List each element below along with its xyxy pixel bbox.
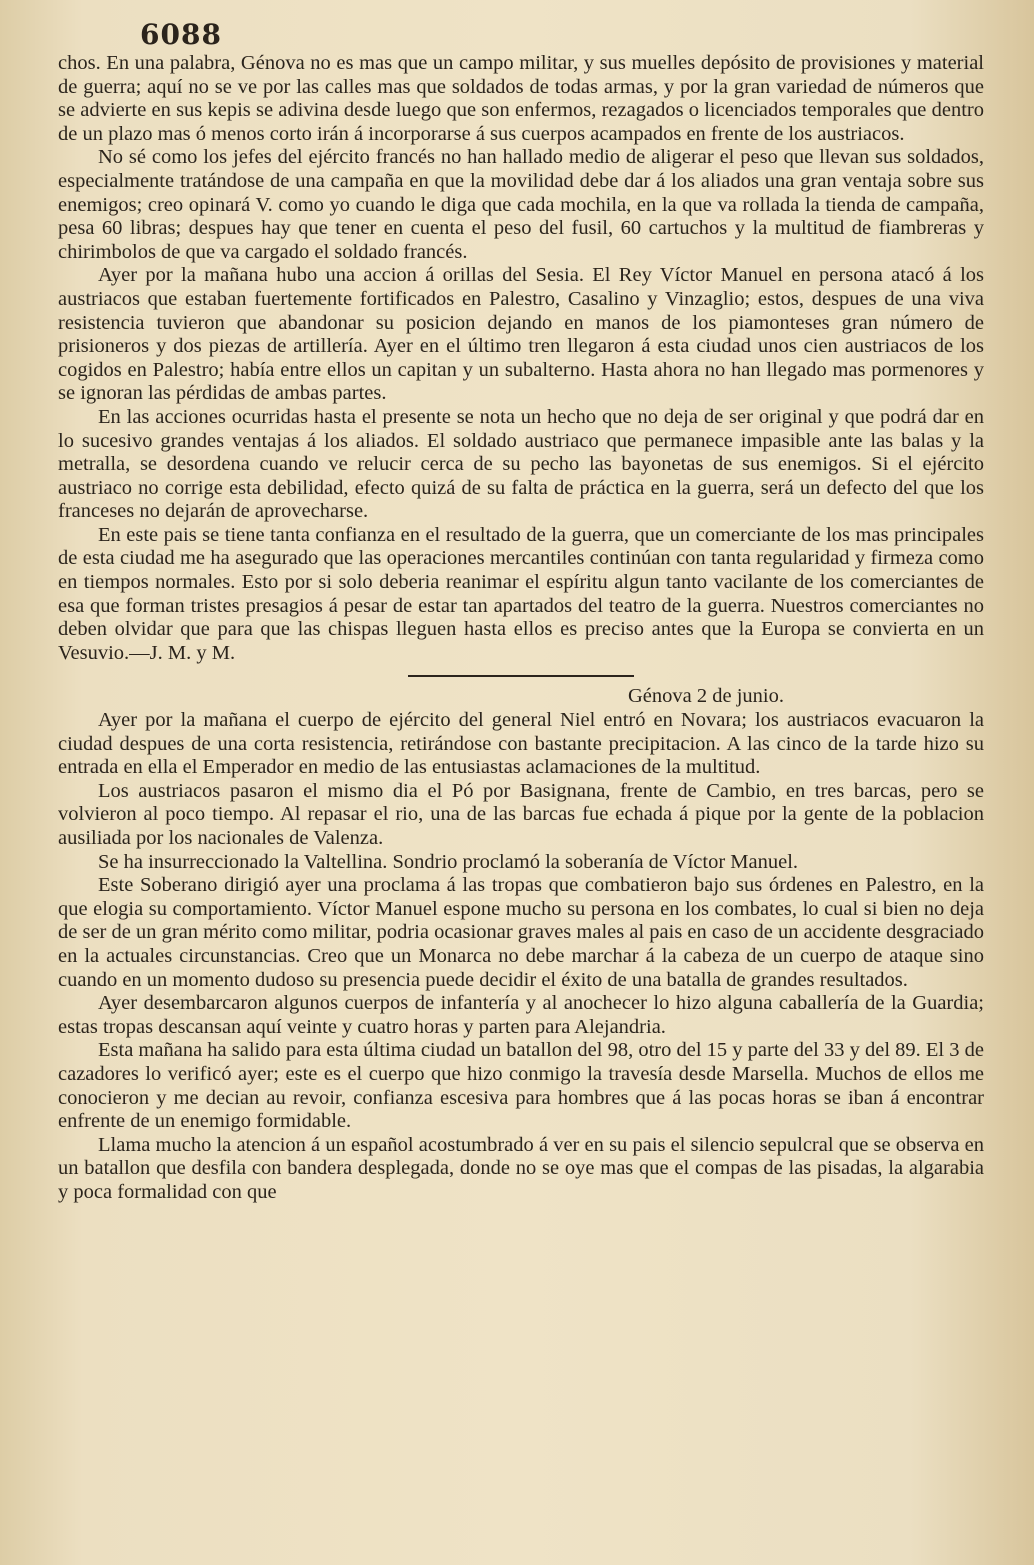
paragraph: Ayer por la mañana hubo una accion á orillas del Sesia. El Rey Víctor Manuel en persona atacó á los austriacos que estaban fuertemente fortificados en Palestro, Casalino y Vinzaglio; estos, despues de una viva resistencia tuvieron que abandonar su posicion dejando en manos de los piamonteses gran número de prisioneros y dos piezas de artillería. Ayer en el último tren llegaron á esta ciudad unos cien austriacos de los cogidos en Palestro; había entre ellos un capitan y un subalterno. Hasta ahora no han llegado mas pormenores y se ignoran las pérdidas de ambas partes. — [58, 264, 984, 405]
paragraph: En las acciones ocurridas hasta el presente se nota un hecho que no deja de ser original y que podrá dar en lo sucesivo grandes ventajas á los aliados. El soldado austriaco que permanece impasible ante las balas y la metralla, se desordena cuando ve relucir cerca de su pecho las bayonetas de sus enemigos. Si el ejército austriaco no corrige esta debilidad, efecto quizá de su falta de práctica en la guerra, será un defecto del que los franceses no dejarán de aprovecharse. — [58, 405, 984, 523]
paragraph: Ayer por la mañana el cuerpo de ejército del general Niel entró en Novara; los austriacos evacuaron la ciudad despues de una corta resistencia, retirándose con bastante precipitacion. A las cinco de la tarde hizo su entrada en ella el Emperador en medio de las entusiastas aclamaciones de la multitud. — [58, 709, 984, 779]
paragraph: Este Soberano dirigió ayer una proclama á las tropas que combatieron bajo sus órdenes en Palestro, en la que elogia su comportamiento. Víctor Manuel espone mucho su persona en los combates, lo cual si bien no deja de ser de un gran mérito como militar, podria ocasionar graves males al pais en caso de un accidente desgraciado en la actuales circunstancias. Creo que un Monarca no debe marchar á la cabeza de un cuerpo de ataque sino cuando en un momento dudoso su presencia puede decidir el éxito de una batalla de grandes resultados. — [58, 874, 984, 991]
page-number: 6088 — [140, 18, 222, 51]
dateline: Génova 2 de junio. — [628, 685, 784, 708]
paragraph: Esta mañana ha salido para esta última ciudad un batallon del 98, otro del 15 y parte del 33 y del 89. El 3 de cazadores lo verificó ayer; este es el cuerpo que hizo conmigo la travesía desde Marsella. Muchos de ellos me conocieron y me decian au revoir, confianza escesiva para hombres que á las pocas horas se iban á encontrar enfrente de un enemigo formidable. — [58, 1039, 984, 1133]
text-column — [58, 52, 984, 1205]
paragraph: Se ha insurreccionado la Valtellina. Sondrio proclamó la soberanía de Víctor Manuel. — [98, 850, 799, 873]
paragraph: chos. En una palabra, Génova no es mas que un campo militar, y sus muelles depósito de provisiones y material de guerra; aquí no se ve por las calles mas que soldados de todas armas, y por la gran variedad de números que se advierte en sus kepis se adivina desde luego que son enfermos, rezagados o licenciados temporales que dentro de un plazo mas ó menos corto irán á incorporarse á sus cuerpos acampados en frente de los austriacos. — [58, 52, 984, 145]
paragraph: Los austriacos pasaron el mismo dia el Pó por Basignana, frente de Cambio, en tres barcas, pero se volvieron al poco tiempo. Al repasar el rio, una de las barcas fue echada á pique por la gente de la poblacion ausiliada por los nacionales de Valenza. — [58, 779, 984, 849]
section-divider — [408, 675, 634, 677]
paragraph: No sé como los jefes del ejército francés no han hallado medio de aligerar el peso que llevan sus soldados, especialmente tratándose de una campaña en que la movilidad debe dar á los aliados una gran ventaja sobre sus enemigos; creo opinará V. como yo cuando le diga que cada mochila, en la que va rollada la tienda de campaña, pesa 60 libras; despues hay que tener en cuenta el peso del fusil, 60 cartuchos y la multitud de fiambreras y chirimbolos de que va cargado el soldado francés. — [58, 146, 984, 263]
paragraph: Llama mucho la atencion á un español acostumbrado á ver en su pais el silencio sepulcral que se observa en un batallon que desfila con bandera desplegada, donde no se oye mas que el compas de las pisadas, la algarabia y poca formalidad con que — [58, 1133, 984, 1203]
paragraph: Ayer desembarcaron algunos cuerpos de infantería y al anochecer lo hizo alguna caballería de la Guardia; estas tropas descansan aquí veinte y cuatro horas y parten para Alejandria. — [58, 992, 984, 1038]
paragraph: En este pais se tiene tanta confianza en el resultado de la guerra, que un comerciante de los mas principales de esta ciudad me ha asegurado que las operaciones mercantiles continúan con tanta regularidad y firmeza como en tiempos normales. Esto por si solo deberia reanimar el espíritu algun tanto vacilante de los comerciantes de esa que forman tristes presagios á pesar de estar tan apartados del teatro de la guerra. Nuestros comerciantes no deben olvidar que para que las chispas lleguen hasta ellos es preciso antes que la Europa se convierta en un Vesuvio.—J. M. y M. — [58, 523, 984, 664]
